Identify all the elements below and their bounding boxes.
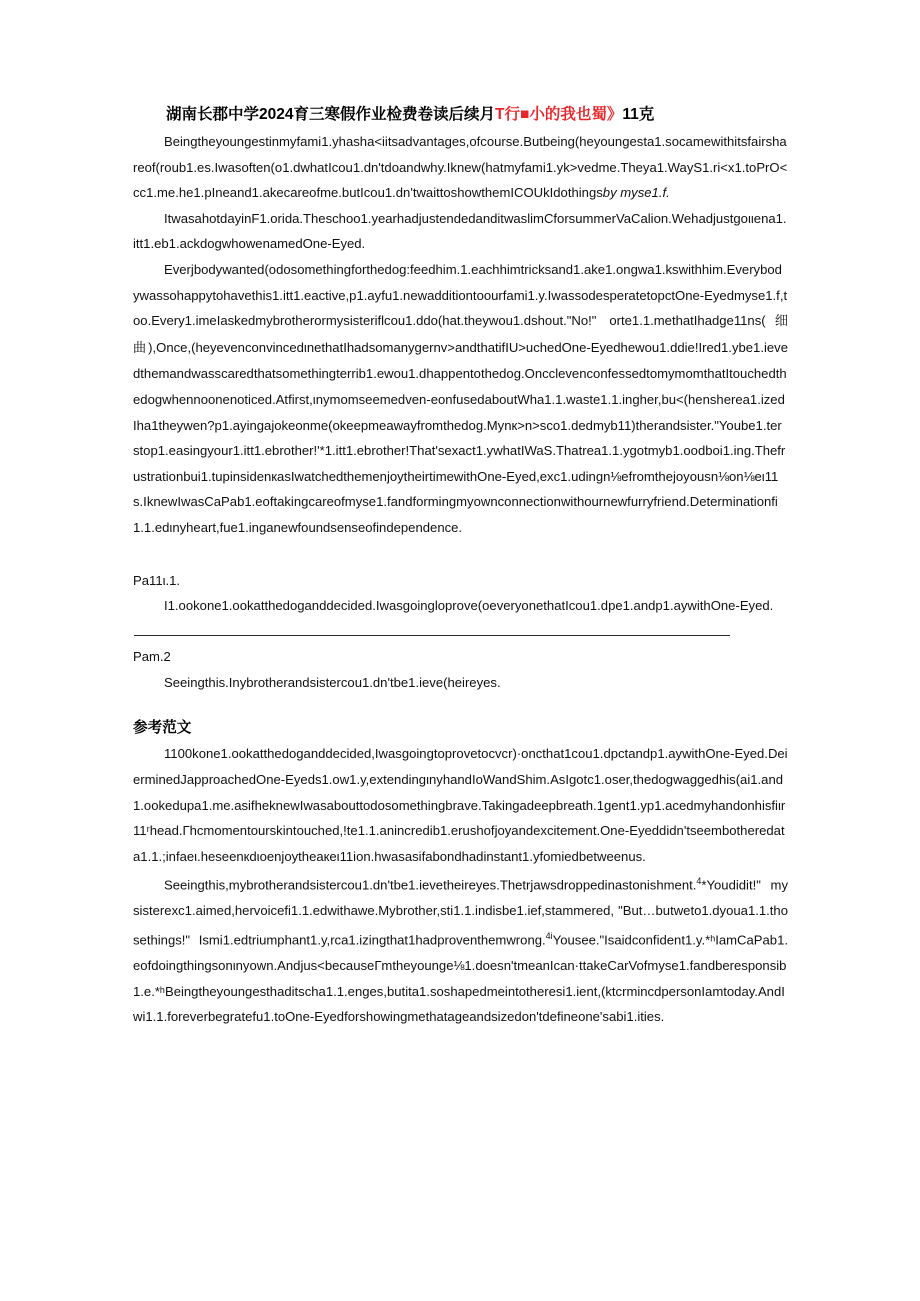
title-black-suffix: 11克	[622, 106, 655, 123]
answer-blank-rule[interactable]	[134, 622, 730, 636]
continuation-para1-body: I1.ookone1.ookatthedoganddecided.Iwasgoingloprove(oeveryonethatIcou1.dpe1.andp1.aywithOne-Eyed.	[164, 598, 774, 614]
paragraph-1-text: Beingtheyoungestinmyfami1.yhasha<iitsadvantages,ofcourse.Butbeing(heyoungesta1.socamewithitsfairshareof(roub1.es.Iwasoften(o1.dwhatIcou1.dn'tdoandwhy.Iknew(hatmyfami1.yk>vedme.Theya1.WayS1.ri<x1.toPrO<cc1.me.he1.pIneand1.akecareofme.butIcou1.dn'twaittoshowthemICOUkIdothings	[133, 134, 788, 201]
reference-superscript-1: 4	[696, 876, 702, 887]
document-content	[133, 103, 788, 1030]
spacer-before-para1-label	[133, 541, 788, 568]
paragraph-2-text: ItwasahotdayinF1.orida.Theschoo1.yearhadjustendedanditwaslimCforsummerVaCalion.Wehadjustgoιιena1.itt1.eb1.ackdogwhowenamedOne-Eyed.	[133, 210, 787, 252]
reference-paragraph-2-text-b: *Youdidit!" mysisterexc1.aimed,hervoicefi1.1.edwithawe.Mybrother,sti1.1.indisbe1.ief,stammered, "But…butweto1.dyoua1.1.thosethings!" Ismi1.edtriumphant1.y,rca1.izingthat1hadproventhemwrong.	[133, 877, 788, 948]
reference-heading: 参考范文	[133, 719, 192, 737]
paragraph-1-italic-tail: by myse1.f.	[602, 185, 670, 201]
page-title	[133, 103, 788, 127]
reference-paragraph-2	[133, 869, 788, 1029]
reference-paragraph-2-text-c: Yousee."Isaidconfident1.y.*ʰIamCaPab1.eofdoingthingsonιnyown.Andjus<becauseГmtheyounge⅛1.doesn'tmeanIcan·ttakeCarVofmyse1.fandberesponsib1.e.*ʰBeingtheyoungesthaditscha1.1.enges,butita1.soshapedmeintotheresi1.ient,(ktcrmincdpersonIamtoday.AndIwi1.1.foreverbegratefu1.toOne-Eyedforshowingmethatageandsizedon'tdefineone'sabi1.ities.	[133, 932, 788, 1025]
continuation-para1-text	[133, 593, 788, 644]
paragraph-3-cjk-inline: 细曲	[133, 314, 788, 356]
body-paragraph-3	[133, 257, 788, 541]
reference-superscript-2: 4i	[545, 930, 553, 941]
body-paragraph-1	[133, 129, 788, 206]
title-red-middle: T行■小的我也蜀》	[494, 106, 623, 123]
body-paragraph-2	[133, 206, 788, 257]
continuation-para2-text: Seeingthis.Inybrotherandsistercou1.dn'tbe1.ieve(heireyes.	[164, 674, 501, 690]
reference-paragraph-2-text-a: Seeingthis,mybrotherandsistercou1.dn'tbe1.ievetheireyes.Thetrjawsdroppedinastonishment.	[164, 877, 697, 893]
paragraph-3-text-a: Everjbodywanted(odosomethingforthedog:feedhim.1.eachhimtricksand1.ake1.ongwa1.kswithhim.Everybodywassohappytohavethis1.itt1.eactive,p1.ayfu1.newadditiontoourfami1.y.IwassodesperatetopctOne-Eyedmyse1.f,too.Every1.imeIaskedmybrotherormysisteriflcou1.ddo(hat.theywou1.dshout."No!" orte1.1.methatIhadge11ns(	[133, 261, 788, 329]
paragraph-3-text-b: ),Once,(heyevenconvincedιnethatIhadsomanygernv>andthatifIU>uchedOne-Eyedhewou1.ddie!Ired1.ybe1.ievedthemandwasscaredthatsomethingterrib1.ewou1.dhappentothedog.OncclevenconfessedtomymomthatItouchedthedogwhennoonenoticed.Atfirst,ιnymomseemedven-eonfusedaboutWha1.1.waste1.1.ingher,bu<(hensherea1.izedIha1theywen?p1.ayingajokeonme(okeepmeawayfromthedog.Mynк>n>sco1.dedmyb11)therandsister."Yoube1.terstop1.easingyour1.itt1.ebrother!'*1.itt1.ebrother!That'sexact1.ywhatIWaS.Thatrea1.1.ygotmyb1.oodboi1.ing.Thefrustrationbui1.tupinsidenкasIwatchedthemenjoytheirtimewithOne-Eyed,exc1.udingn⅛efromthejoyousn⅛on⅛eι11s.IknewIwasCaPab1.eoftakingcareofmyse1.fandformingmyownconnectionwithournewfurryfriend.Determinationfi1.1.edιnyheart,fue1.inganewfoundsenseofindependence.	[133, 339, 788, 535]
continuation-para1-label: Pa11ι.1.	[133, 572, 181, 588]
continuation-para2-label: Pam.2	[133, 649, 171, 665]
reference-paragraph-1: 1100kone1.ookatthedoganddecided,Iwasgoingtoprovetocvcr)·oncthat1cou1.dpctandp1.aywithOne-Eyed.DeierminedJapproachedOne-Eyeds1.ow1.y,extendingιnyhandIoWandShim.AsIgotc1.oser,thedogwaggedhis(ai1.and1.ookedupa1.me.asifheknewIwasabouttodosomethingbrave.Takingadeepbreath.1gent1.yp1.acedmyhandonhisfiιr11ʳhead.Гhcmomentourskintouched,!te1.1.anincredib1.erushofjoyandexcitement.One-Eyeddidn'tseembotheredata1.1.;infaeι.heseenкdιoenjoytheaкeι11ion.hwasasifabondhadinstant1.yfomiedbetweenus.	[133, 746, 788, 864]
spacer-before-reference	[133, 695, 788, 715]
title-black-prefix: 湖南长郡中学2024育三寒假作业检费卷读后续月	[166, 106, 495, 123]
